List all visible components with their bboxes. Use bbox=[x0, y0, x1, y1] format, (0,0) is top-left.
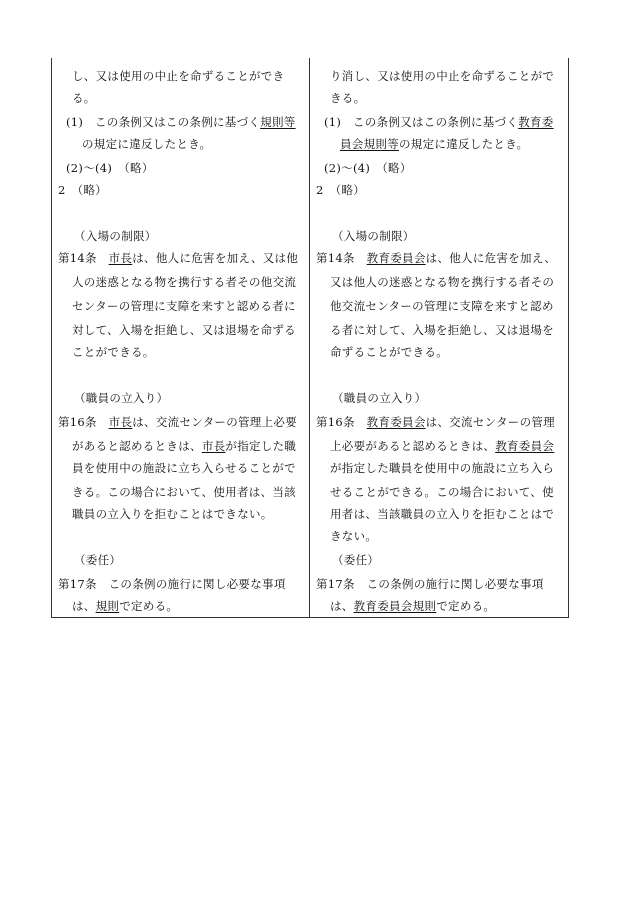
right-text-line bbox=[324, 112, 554, 132]
left-text-line bbox=[74, 550, 121, 570]
right-text-line bbox=[332, 388, 426, 408]
right-text-line bbox=[316, 574, 544, 594]
text-segment: 第16条 bbox=[58, 415, 109, 429]
text-segment: 他交流センターの管理に支障を来すと認め bbox=[330, 299, 554, 313]
right-text-line bbox=[316, 248, 556, 268]
right-text-line bbox=[316, 412, 555, 432]
text-segment: の規定に違反したとき。 bbox=[399, 137, 529, 151]
right-text-line bbox=[330, 504, 554, 524]
left-text-line bbox=[66, 112, 296, 132]
text-segment: (1) この条例又はこの条例に基づく bbox=[324, 115, 519, 129]
text-segment: ことができる。 bbox=[72, 345, 155, 359]
text-segment: が指定した職員を使用中の施設に立ち入ら bbox=[330, 461, 555, 475]
underlined-term: 教育委員会 bbox=[366, 251, 426, 265]
left-text-line bbox=[72, 342, 155, 362]
text-segment: 又は他人の迷惑となる物を携行する者その bbox=[330, 275, 555, 289]
text-segment: (2)～(4) （略） bbox=[324, 161, 412, 175]
text-segment: 対して、入場を拒絶し、又は退場を命ずる bbox=[72, 323, 296, 337]
left-text-line bbox=[58, 574, 286, 594]
text-segment: 第14条 bbox=[58, 251, 109, 265]
text-segment: は、 bbox=[72, 599, 96, 613]
text-segment: せることができる。この場合において、使 bbox=[330, 485, 554, 499]
text-segment: 員を使用中の施設に立ち入らせることがで bbox=[72, 461, 296, 475]
text-segment: （入場の制限） bbox=[332, 229, 415, 243]
left-text-line bbox=[72, 296, 296, 316]
right-text-line bbox=[330, 482, 554, 502]
text-segment: 人の迷惑となる物を携行する者その他交流 bbox=[72, 275, 297, 289]
left-text-line bbox=[74, 388, 168, 408]
text-segment: （職員の立入り） bbox=[332, 391, 427, 405]
right-text-line bbox=[330, 272, 554, 292]
left-text-line bbox=[74, 226, 157, 246]
text-segment: で定める。 bbox=[436, 599, 496, 613]
underlined-term: 員会規則等 bbox=[340, 137, 399, 151]
right-text-line bbox=[330, 342, 448, 362]
right-text-line bbox=[330, 526, 377, 546]
text-segment: 2 （略） bbox=[316, 183, 366, 197]
text-segment: センターの管理に支障を来すと認める者に bbox=[72, 299, 296, 313]
right-text-line bbox=[340, 134, 528, 154]
left-text-line bbox=[72, 482, 296, 502]
right-text-line bbox=[330, 436, 554, 456]
text-segment: 第17条 この条例の施行に関し必要な事項 bbox=[58, 577, 286, 591]
text-segment: は、交流センターの管理 bbox=[425, 415, 555, 429]
underlined-term: 教育委員会 bbox=[495, 439, 555, 453]
right-text-line bbox=[330, 320, 554, 340]
left-text-line bbox=[72, 88, 96, 108]
left-text-line bbox=[72, 272, 296, 292]
text-segment: 第16条 bbox=[316, 415, 367, 429]
column-divider bbox=[309, 58, 310, 618]
text-segment: 第17条 この条例の施行に関し必要な事項 bbox=[316, 577, 544, 591]
text-segment: は、他人に危害を加え、 bbox=[425, 251, 557, 265]
underlined-term: 市長 bbox=[108, 415, 133, 429]
text-segment: 上必要があると認めるときは、 bbox=[330, 439, 496, 453]
text-segment: は、交流センターの管理上必要 bbox=[132, 415, 297, 429]
right-text-line bbox=[330, 458, 554, 478]
text-segment: （職員の立入り） bbox=[74, 391, 169, 405]
left-text-line bbox=[82, 134, 211, 154]
right-text-line bbox=[332, 226, 415, 246]
right-text-line bbox=[330, 88, 365, 108]
left-text-line bbox=[66, 158, 154, 178]
text-segment: きる。この場合において、使用者は、当該 bbox=[72, 485, 296, 499]
right-text-line bbox=[330, 296, 554, 316]
text-segment: （入場の制限） bbox=[74, 229, 157, 243]
text-segment: が指定した職 bbox=[225, 439, 297, 453]
right-text-line bbox=[332, 550, 379, 570]
right-text-line bbox=[324, 158, 412, 178]
left-text-line bbox=[72, 320, 296, 340]
text-segment: る者に対して、入場を拒絶し、又は退場を bbox=[330, 323, 554, 337]
text-segment: し、又は使用の中止を命ずることができ bbox=[72, 69, 285, 83]
text-segment: があると認めるときは、 bbox=[72, 439, 202, 453]
left-text-line bbox=[58, 180, 107, 200]
underlined-term: 規則 bbox=[95, 599, 120, 613]
text-segment: る。 bbox=[72, 91, 96, 105]
text-segment: 2 （略） bbox=[58, 183, 108, 197]
underlined-term: 市長 bbox=[201, 439, 226, 453]
right-text-line bbox=[330, 66, 554, 86]
left-text-line bbox=[72, 504, 273, 524]
text-segment: 第14条 bbox=[316, 251, 367, 265]
left-text-line bbox=[72, 66, 284, 86]
text-segment: きない。 bbox=[330, 529, 378, 543]
underlined-term: 市長 bbox=[108, 251, 133, 265]
text-segment: り消し、又は使用の中止を命ずることがで bbox=[330, 69, 555, 83]
text-segment: きる。 bbox=[330, 91, 366, 105]
text-segment: 職員の立入りを拒むことはできない。 bbox=[72, 507, 273, 521]
underlined-term: 規則等 bbox=[260, 115, 296, 129]
left-text-line bbox=[72, 436, 296, 456]
text-segment: (2)～(4) （略） bbox=[66, 161, 154, 175]
text-segment: の規定に違反したとき。 bbox=[82, 137, 212, 151]
text-segment: は、他人に危害を加え、又は他 bbox=[132, 251, 299, 265]
underlined-term: 教育委員会規則 bbox=[353, 599, 437, 613]
text-segment: （委任） bbox=[332, 553, 380, 567]
underlined-term: 教育委 bbox=[518, 115, 554, 129]
right-text-line bbox=[330, 596, 495, 616]
text-segment: 命ずることができる。 bbox=[330, 345, 448, 359]
left-text-line bbox=[72, 458, 296, 478]
text-segment: は、 bbox=[330, 599, 354, 613]
text-segment: （委任） bbox=[74, 553, 122, 567]
left-text-line bbox=[58, 412, 297, 432]
left-text-line bbox=[58, 248, 298, 268]
text-segment: で定める。 bbox=[119, 599, 179, 613]
text-segment: (1) この条例又はこの条例に基づく bbox=[66, 115, 261, 129]
right-text-line bbox=[316, 180, 365, 200]
left-text-line bbox=[72, 596, 178, 616]
underlined-term: 教育委員会 bbox=[366, 415, 426, 429]
text-segment: 用者は、当該職員の立入りを拒むことはで bbox=[330, 507, 555, 521]
